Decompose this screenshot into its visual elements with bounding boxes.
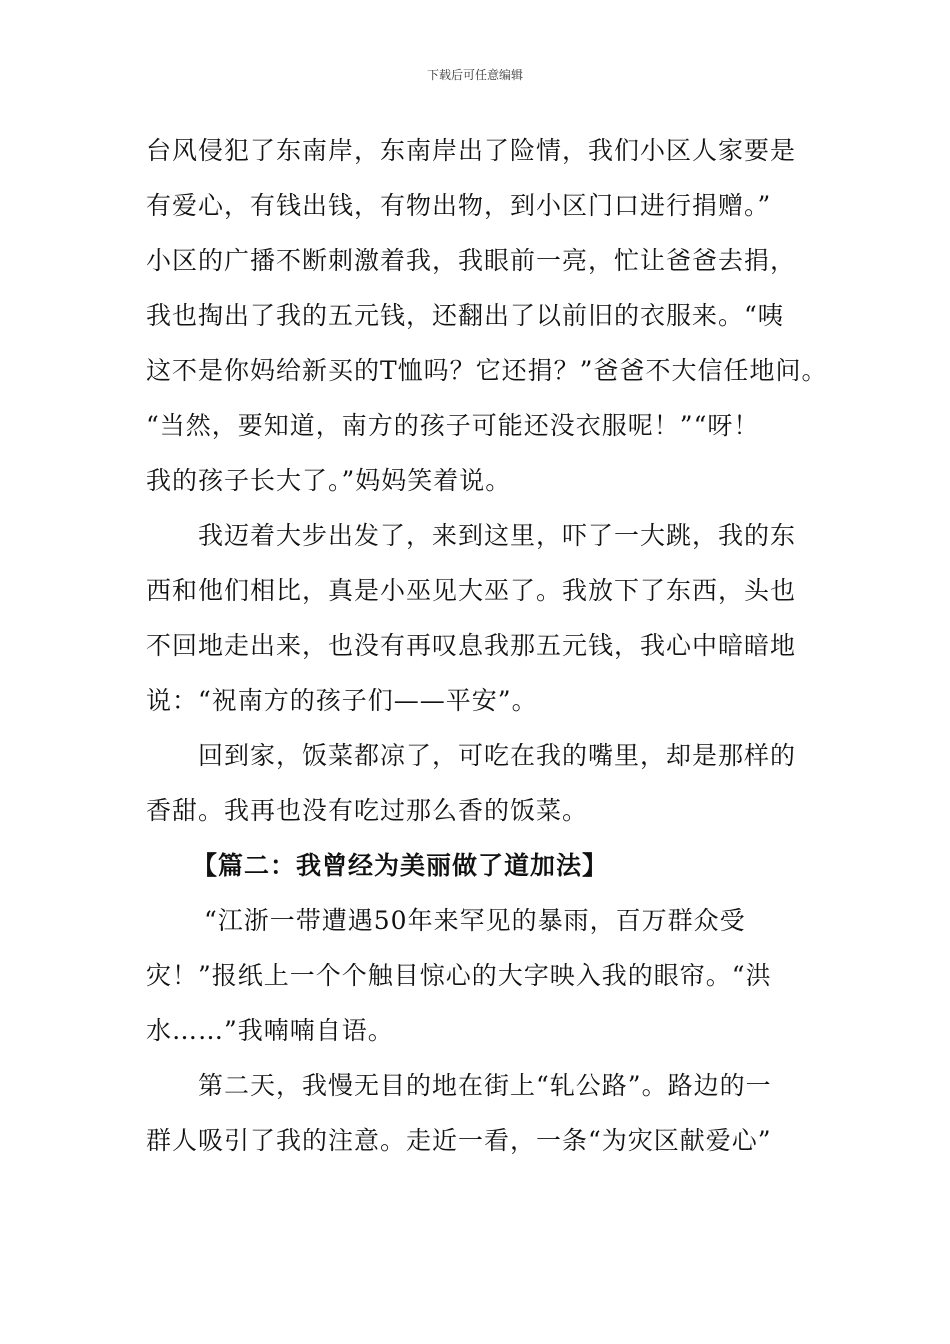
text-line: 有爱心，有钱出钱，有物出物，到小区门口进行捐赠。” [146,191,772,220]
text-line: 回到家，饭菜都凉了，可吃在我的嘴里，却是那样的 [198,741,797,770]
document-body [146,128,826,1173]
text-line: 水……”我喃喃自语。 [146,1016,394,1045]
text-line: 群人吸引了我的注意。走近一看，一条“为灾区献爱心” [146,1126,772,1155]
text-line: 香甜。我再也没有吃过那么香的饭菜。 [146,796,589,825]
text-line: 台风侵犯了东南岸，东南岸出了险情，我们小区人家要是 [146,136,797,165]
text-line: “江浙一带遭遇50年来罕见的暴雨，百万群众受 [204,906,746,935]
text-line: 我也掏出了我的五元钱，还翻出了以前旧的衣服来。“咦 [146,301,784,330]
page-header: 下载后可任意编辑 [426,68,523,82]
text-line: “当然，要知道，南方的孩子可能还没衣服呢！”“呀！ [146,411,760,440]
text-line: 第二天，我慢无目的地在街上“轧公路”。路边的一 [198,1071,772,1100]
text-line: 不回地走出来，也没有再叹息我那五元钱，我心中暗暗地 [146,631,797,660]
text-line: 小区的广播不断刺激着我，我眼前一亮，忙让爸爸去捐， [146,246,797,275]
section-heading: 【篇二：我曾经为美丽做了道加法】 [192,851,609,880]
text-line: 我迈着大步出发了，来到这里，吓了一大跳，我的东 [198,521,797,550]
text-line: 这不是你妈给新买的T恤吗？它还捐？”爸爸不大信任地问。 [146,356,828,385]
text-line: 西和他们相比，真是小巫见大巫了。我放下了东西，头也 [146,576,797,605]
text-line: 灾！”报纸上一个个触目惊心的大字映入我的眼帘。“洪 [146,961,772,990]
text-line: 说：“祝南方的孩子们——平安”。 [146,686,538,715]
text-line: 我的孩子长大了。”妈妈笑着说。 [146,466,512,495]
